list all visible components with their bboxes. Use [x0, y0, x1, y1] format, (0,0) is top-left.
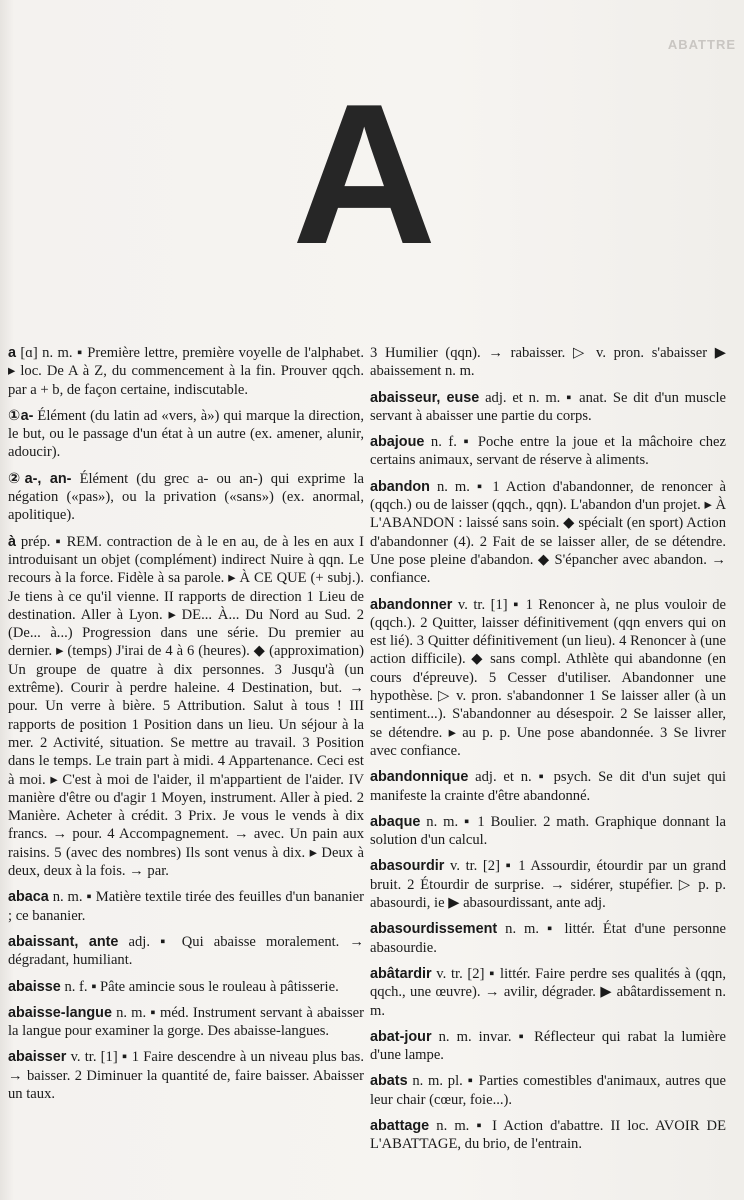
headword: abat-jour — [370, 1028, 432, 1045]
dictionary-entry — [8, 1048, 364, 1103]
headword: abandonnique — [370, 769, 469, 786]
headword: abaisseur, euse — [370, 389, 480, 406]
dictionary-entry — [370, 1072, 726, 1109]
definition: n. m. ▪ 1 Boulier. 2 math. Graphique donnant la solution d'un calcul. — [370, 813, 726, 849]
headword: ①a- — [8, 407, 34, 424]
definition: n. m. ▪ méd. Instrument servant à abaisser la langue pour examiner la gorge. Des abaisse-langues. — [8, 1004, 364, 1040]
definition: prép. ▪ REM. contraction de à le en au, de à les en aux I introduisant un objet (complément) indirect Nuire à qqn. Le recours à la force. Fidèle à sa parole. ▸ À CE QUE (+ subj.). Je tiens à ce qu'il vienne. II rapports de direction 1 Lieu de destination. Aller à Lyon. ▸ DE... À... Du Nord au Sud. 2 (De... à...) Progression dans une série. Du premier au dernier. ▸ (temps) J'irai de 4 à 6 (heures). ◆ (approximation) Un groupe de quatre à dix personnes. 3 Jusqu'à (un extrême). Courir à perdre haleine. 4 Destination, but. → pour. Un verre à bière. 5 Attribution. Salut à tous ! III rapports de position 1 Position dans un lieu. Un séjour à la mer. 2 Activité, situation. Se mettre au travail. 3 Position dans le temps. Le train part à midi. 4 Appartenance. Ceci est à moi. ▸ C'est à moi de l'aider, il m'appartient de l'aider. IV manière d'être ou d'agir 1 Moyen, instrument. Aller à pied. 2 Manière. Acheter à crédit. 3 Prix. Je vous le vends à dix francs. → pour. 4 Accompagnement. → avec. Un pain aux raisins. 5 (avec des nombres) Ils sont venus à dix. ▸ Deux à deux, deux à la fois. → par. — [8, 533, 364, 880]
headword: ②a-, an- — [8, 470, 72, 487]
definition: v. tr. [1] ▪ 1 Renoncer à, ne plus vouloir de (qqch.). 2 Quitter, laisser définitivement (qqn envers qui on est lié). 3 Quitter définitivement (un lieu). 4 Renoncer à (une action difficile). ◆ sans compl. Athlète qui abandonne (en cours d'épreuve). 5 Cesser d'utiliser. Abandonner une hypothèse. ▷ v. pron. s'abandonner 1 Se laisser aller (à un sentiment...). S'abandonner au désespoir. 2 Se laisser aller, se détendre. ▸ au p. p. Une pose abandonnée. 3 Se livrer avec confiance. — [370, 596, 726, 759]
headword: a — [8, 345, 17, 361]
definition: adj. ▪ Qui abaisse moralement. → dégradant, humiliant. — [8, 933, 364, 969]
headword: à — [8, 533, 17, 550]
definition: n. m. ▪ 1 Action d'abandonner, de renoncer à (qqch.) ou de laisser (qqch., qqn). L'abandon d'un projet. ▸ À L'ABANDON : laissé sans soin. ◆ spécialt (en sport) Action d'abandonner (4). 2 Fait de se laisser aller, de se détendre. Une pose pleine d'abandon. ◆ S'épancher avec abandon. → confiance. — [370, 478, 726, 587]
headword: abâtardir — [370, 965, 432, 982]
definition: v. tr. [2] ▪ littér. Faire perdre ses qualités à (qqn, qqch., une œuvre). → avilir, dégrader. ▶ abâtardissement n. m. — [370, 965, 726, 1019]
headword: abaissant, ante — [8, 933, 119, 950]
right-column — [370, 344, 726, 1162]
dictionary-entry — [8, 888, 364, 925]
headword: abaisse-langue — [8, 1004, 112, 1021]
dictionary-entry — [8, 933, 364, 970]
dictionary-entry — [370, 596, 726, 761]
dictionary-entry — [8, 1004, 364, 1041]
definition: Élément (du grec a- ou an-) qui exprime la négation («pas»), ou la privation («sans») (ex. anormal, apolitique). — [8, 470, 364, 524]
headword: abattage — [370, 1117, 430, 1134]
left-column — [8, 344, 364, 1111]
headword: abaca — [8, 889, 49, 906]
dictionary-entry — [8, 978, 364, 996]
definition: 3 Humilier (qqn). → rabaisser. ▷ v. pron. s'abaisser ▶ abaissement n. m. — [370, 345, 726, 380]
definition: n. f. ▪ Pâte amincie sous le rouleau à pâtisserie. — [60, 978, 339, 995]
headword: abasourdir — [370, 858, 445, 875]
definition: adj. et n. ▪ psych. Se dit d'un sujet qui manifeste la crainte d'être abandonné. — [370, 769, 726, 804]
section-letter: A — [292, 63, 437, 286]
definition: n. m. ▪ littér. État d'une personne abasourdie. — [370, 921, 726, 956]
running-head: ABATTRE — [667, 37, 736, 52]
dictionary-entry — [370, 920, 726, 957]
headword: abandon — [370, 478, 430, 495]
definition: Élément (du latin ad «vers, à») qui marque la direction, le but, ou le passage d'un état à un autre (ex. amener, alunir, adoucir). — [8, 407, 364, 461]
headword: abaisser — [8, 1049, 67, 1066]
definition: [ɑ] n. m. ▪ Première lettre, première voyelle de l'alphabet. ▸ loc. De A à Z, du commencement à la fin. Prouver qqch. par a + b, de façon certaine, indiscutable. — [8, 345, 364, 398]
dictionary-entry — [370, 965, 726, 1020]
headword: abats — [370, 1073, 408, 1090]
headword: abajoue — [370, 434, 425, 451]
dictionary-entry — [370, 768, 726, 805]
dictionary-entry — [370, 433, 726, 470]
headword: abaisse — [8, 978, 61, 995]
dictionary-entry — [370, 478, 726, 588]
dictionary-entry — [370, 813, 726, 850]
definition: adj. et n. m. ▪ anat. Se dit d'un muscle servant à abaisser une partie du corps. — [370, 389, 726, 424]
headword: abaque — [370, 813, 421, 830]
dictionary-entry — [8, 470, 364, 525]
dictionary-entry — [370, 1028, 726, 1065]
dictionary-entry — [370, 344, 726, 381]
dictionary-entry — [370, 1117, 726, 1154]
dictionary-entry — [370, 857, 726, 912]
definition: v. tr. [1] ▪ 1 Faire descendre à un niveau plus bas. → baisser. 2 Diminuer la quantité de, faire baisser. Abaisser un taux. — [8, 1049, 364, 1102]
definition: n. m. invar. ▪ Réflecteur qui rabat la lumière d'une lampe. — [370, 1028, 726, 1064]
headword: abandonner — [370, 596, 453, 613]
definition: v. tr. [2] ▪ 1 Assourdir, étourdir par un grand bruit. 2 Étourdir de surprise. → sidérer, stupéfier. ▷ p. p. abasourdi, ie ▶ abasourdissant, ante adj. — [370, 858, 726, 912]
dictionary-entry — [8, 407, 364, 462]
dictionary-entry — [8, 533, 364, 881]
definition: n. m. ▪ Matière textile tirée des feuilles d'un bananier ; ce bananier. — [8, 889, 364, 924]
definition: n. m. pl. ▪ Parties comestibles d'animaux, autres que leur chair (cœur, foie...). — [370, 1073, 726, 1108]
definition: n. m. ▪ I Action d'abattre. II loc. AVOIR DE L'ABATTAGE, du brio, de l'entrain. — [370, 1117, 726, 1153]
headword: abasourdissement — [370, 921, 498, 938]
dictionary-entry — [8, 344, 364, 399]
dictionary-entry — [370, 389, 726, 426]
definition: n. f. ▪ Poche entre la joue et la mâchoire chez certains animaux, servant de réserve à aliments. — [370, 434, 726, 469]
